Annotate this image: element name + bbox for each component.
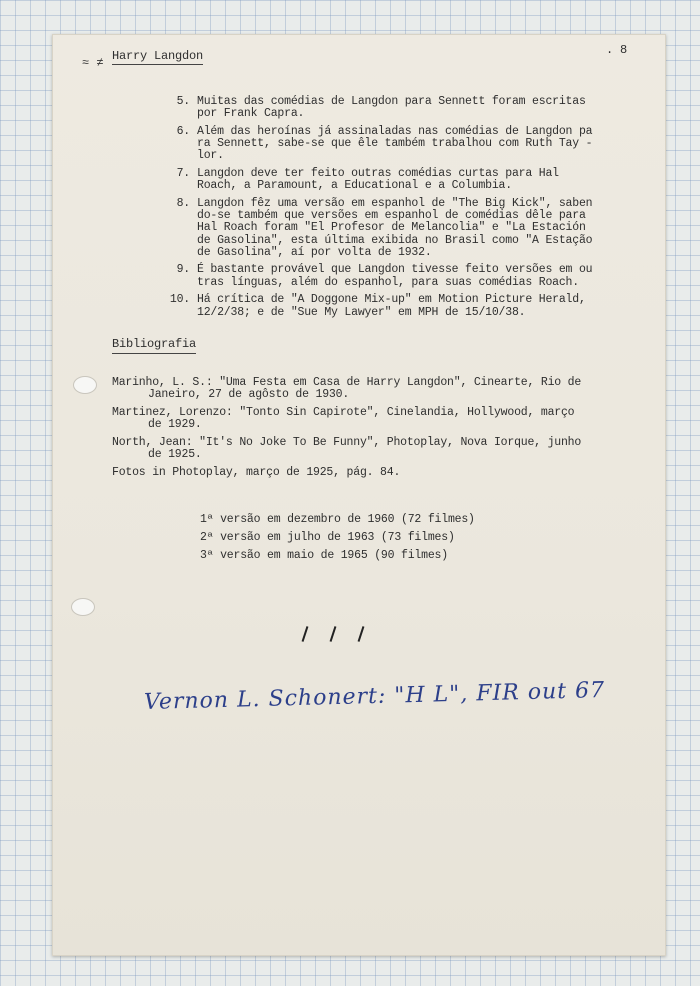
footnote-item (168, 126, 638, 163)
footnote-list (168, 96, 638, 324)
footnote-number: 10. (169, 293, 190, 307)
version-line: 3ª versão em maio de 1965 (90 filmes) (200, 549, 448, 562)
handwritten-note: Vernon L. Schonert: "H L", FIR out 67 (143, 677, 606, 716)
punch-hole-top (73, 376, 97, 394)
page-title: Harry Langdon (112, 49, 204, 63)
footnote-text: Langdon fêz uma versão em espanhol de "The Big Kick", saben do-se também que versões em espanhol de comédias dêle para Hal Roach foram "El Profesor de Melancolia" e "La Estación de Gasolina", esta última exibida no Brasil como "A Estação de Gasolina", aí por volta de 1932. (197, 196, 593, 259)
footnote-text: É bastante provável que Langdon tivesse feito versões em ou tras línguas, além do espanhol, para suas comédias Roach. (197, 263, 593, 289)
footnote-text: Há crítica de "A Doggone Mix-up" em Motion Picture Herald, 12/2/38; e de "Sue My Lawyer" em MPH de 15/10/38. (197, 293, 586, 319)
footnote-text: Langdon deve ter feito outras comédias curtas para Hal Roach, a Paramount, a Educational e a Columbia. (197, 167, 559, 193)
footnote-number: 7. (176, 167, 190, 181)
punch-hole-bottom (71, 598, 95, 616)
footnote-item (168, 264, 638, 288)
bibliography-entry: Fotos in Photoplay, março de 1925, pág. 84. (112, 466, 401, 479)
footnote-number: 6. (176, 124, 190, 138)
bibliography-entry: North, Jean: "It's No Joke To Be Funny", Photoplay, Nova Iorque, junho de 1925. (112, 436, 582, 461)
footnote-item (168, 198, 638, 259)
footnote-item (168, 96, 638, 120)
version-line: 1ª versão em dezembro de 1960 (72 filmes) (200, 513, 475, 526)
header-typed-marks: ≈ ≠ (82, 56, 104, 70)
footnote-text: Muitas das comédias de Langdon para Sennett foram escritas por Frank Capra. (197, 95, 586, 121)
footnote-item (168, 294, 638, 318)
bibliography-list (112, 377, 652, 485)
footnote-number: 5. (176, 95, 190, 108)
bibliography-entry: Martinez, Lorenzo: "Tonto Sin Capirote", Cinelandia, Hollywood, março de 1929. (112, 406, 575, 431)
footnote-number: 8. (176, 196, 190, 210)
version-line: 2ª versão em julho de 1963 (73 filmes) (200, 531, 455, 544)
footnote-item (168, 168, 638, 192)
version-history (200, 511, 475, 565)
page-number: . 8 (606, 43, 628, 57)
footnote-number: 9. (176, 263, 190, 277)
footnote-text: Além das heroínas já assinaladas nas comédias de Langdon pa ra Sennett, sabe-se que êle também trabalhou com Ruth Tay - lor. (197, 124, 593, 163)
bibliography-entry: Marinho, L. S.: "Uma Festa em Casa de Harry Langdon", Cinearte, Rio de Janeiro, 27 de agôsto de 1930. (112, 376, 582, 401)
bibliography-heading: Bibliografia (112, 337, 197, 351)
